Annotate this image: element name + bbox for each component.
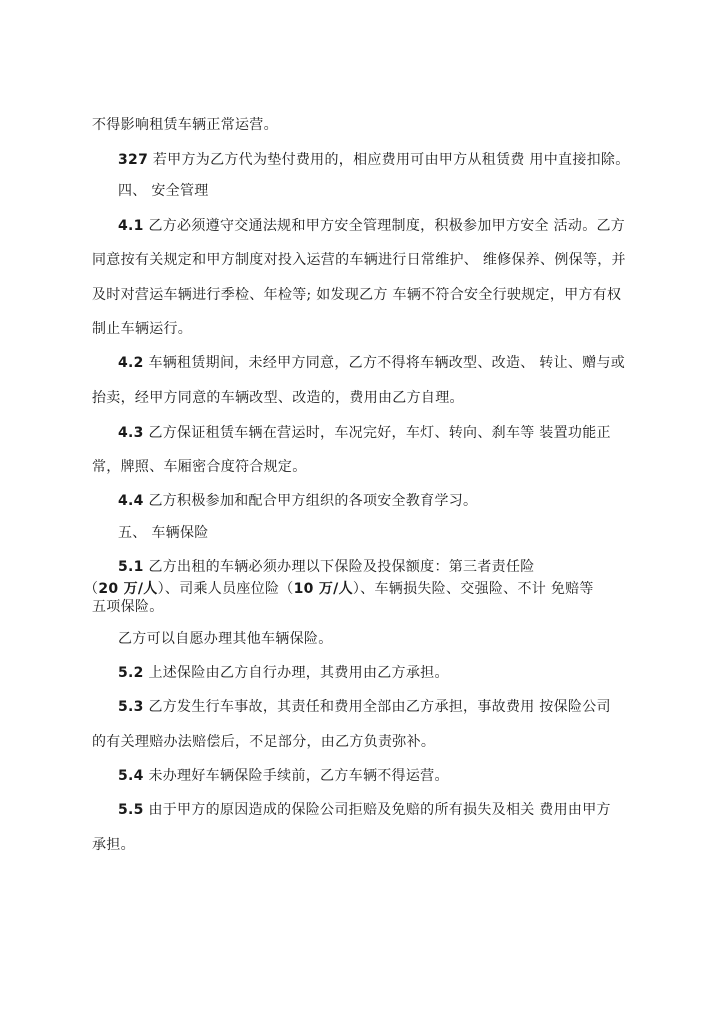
clause-text: 的有关理赔办法赔偿后，不足部分，由乙方负责弥补。 [92, 734, 436, 750]
section-heading-safety [118, 182, 209, 200]
clause-text: 常，牌照、车厢密合度符合规定。 [92, 459, 307, 475]
section-heading-insurance [118, 524, 209, 542]
clause-number: 4.2 [118, 355, 144, 371]
clause-text: 乙方可以自愿办理其他车辆保险。 [118, 631, 333, 647]
clause-4-1-line-3 [92, 286, 621, 304]
clause-text: 同意按有关规定和甲方制度对投入运营的车辆进行日常维护、 维修保养、例保等，并 [92, 252, 626, 268]
clause-number: 5.4 [118, 768, 144, 784]
clause-4-4 [118, 492, 477, 510]
clause-text: 未办理好车辆保险手续前，乙方车辆不得运营。 [143, 768, 449, 784]
clause-4-2-line-2 [92, 389, 464, 407]
clause-number: 5.5 [118, 802, 144, 818]
clause-number: 5.3 [118, 699, 144, 715]
clause-text: 制止车辆运行。 [92, 321, 193, 337]
clause-text: 上述保险由乙方自行办理，其费用由乙方承担。 [143, 665, 449, 681]
clause-4-1 [118, 217, 625, 235]
clause-4-1-line-4 [92, 320, 192, 338]
clause-number: 5.1 [118, 559, 144, 575]
clause-text: 乙方出租的车辆必须办理以下保险及投保额度：第三者责任险 [143, 559, 535, 575]
clause-text: 由于甲方的原因造成的保险公司拒赔及免赔的所有损失及相关 费用由甲方 [143, 802, 611, 818]
section-title: 五、 车辆保险 [118, 525, 209, 541]
clause-number: 327 [118, 152, 149, 168]
clause-text: 若甲方为乙方代为垫付费用的，相应费用可由甲方从租赁费 用中直接扣除。 [148, 152, 630, 168]
clause-number: 4.3 [118, 425, 144, 441]
section-title: 四、 安全管理 [118, 183, 209, 199]
clause-text: 乙方必须遵守交通法规和甲方安全管理制度，积极参加甲方安全 活动。乙方 [143, 218, 626, 234]
clause-4-3-line-2 [92, 458, 307, 476]
clause-3-2-7 [118, 151, 630, 169]
clause-text: 乙方积极参加和配合甲方组织的各项安全教育学习。 [143, 493, 478, 509]
paragraph-text: 不得影响租赁车辆正常运营。 [92, 117, 278, 133]
clause-text: 承担。 [92, 837, 135, 853]
clause-text: ）、车辆损失险、交强险、不计 免赔等 [352, 581, 594, 597]
clause-4-3 [118, 424, 611, 442]
clause-text: 车辆租赁期间，未经甲方同意，乙方不得将车辆改型、改造、 转让、赠与或 [143, 355, 626, 371]
amount-third-party: 20 万/人 [98, 581, 158, 597]
clause-5-1-note [118, 630, 333, 648]
clause-number: 4.1 [118, 218, 144, 234]
clause-4-2 [118, 354, 625, 372]
clause-5-1-line-3 [92, 598, 164, 616]
clause-number: 5.2 [118, 665, 144, 681]
clause-4-1-line-2 [92, 251, 626, 269]
clause-5-5 [118, 801, 611, 819]
clause-text: ）、司乘人员座位险（ [157, 581, 294, 597]
clause-5-3-line-2 [92, 733, 435, 751]
clause-5-1 [118, 558, 535, 576]
paragraph-3-2-6-end [92, 116, 278, 134]
clause-text: 乙方保证租赁车辆在营运时，车况完好，车灯、转向、刹车等 装置功能正 [143, 425, 611, 441]
clause-text: 乙方发生行车事故，其责任和费用全部由乙方承担，事故费用 按保险公司 [143, 699, 611, 715]
clause-number: 4.4 [118, 493, 144, 509]
clause-5-2 [118, 664, 449, 682]
clause-5-1-line-2 [84, 580, 594, 598]
amount-seat: 10 万/人 [293, 581, 353, 597]
clause-5-5-line-2 [92, 836, 135, 854]
paren-open: （ [84, 581, 99, 597]
clause-text: 抬卖，经甲方同意的车辆改型、改造的，费用由乙方自理。 [92, 390, 464, 406]
clause-text: 及时对营运车辆进行季检、年检等; 如发现乙方 车辆不符合安全行驶规定，甲方有权 [92, 287, 622, 303]
clause-5-3 [118, 698, 611, 716]
clause-5-4 [118, 767, 449, 785]
clause-text: 五项保险。 [92, 599, 164, 615]
